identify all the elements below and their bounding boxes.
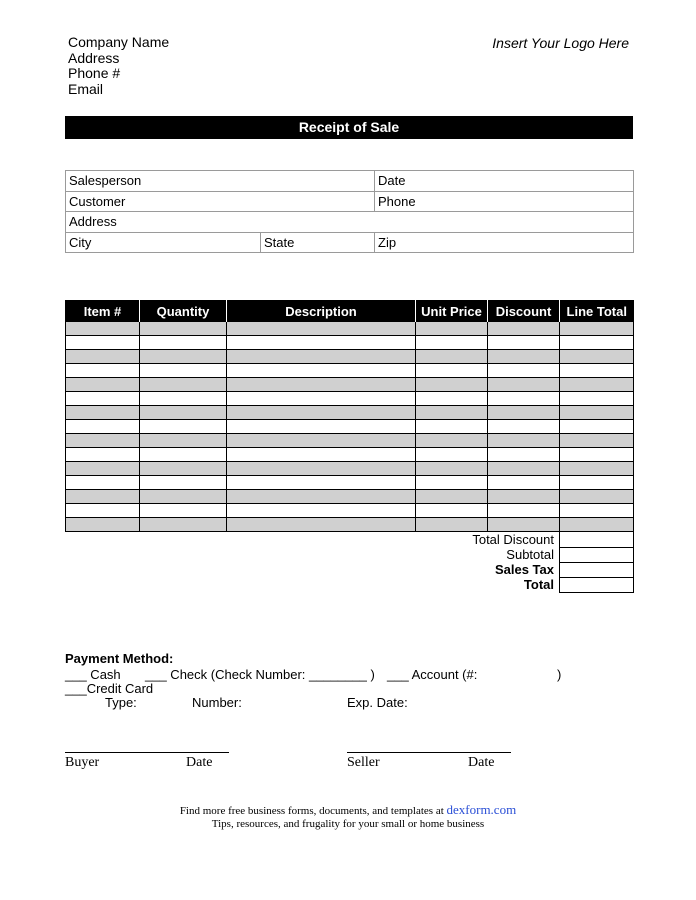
line-total-cell[interactable]: [560, 434, 634, 448]
table-row: [66, 518, 634, 532]
total-label: Total: [416, 577, 560, 592]
quantity-cell[interactable]: [140, 490, 227, 504]
total-discount-label: Total Discount: [66, 532, 560, 548]
discount-cell[interactable]: [488, 448, 560, 462]
line-total-cell[interactable]: [560, 518, 634, 532]
table-row: [66, 322, 634, 336]
discount-cell[interactable]: [488, 476, 560, 490]
item-number-cell[interactable]: [66, 504, 140, 518]
description-cell[interactable]: [227, 434, 416, 448]
quantity-cell[interactable]: [140, 420, 227, 434]
quantity-cell[interactable]: [140, 448, 227, 462]
description-cell[interactable]: [227, 504, 416, 518]
sales-tax-cell[interactable]: [560, 562, 634, 577]
table-row: [66, 490, 634, 504]
company-block: [68, 35, 169, 97]
unit-price-cell[interactable]: [416, 392, 488, 406]
description-cell[interactable]: [227, 420, 416, 434]
state-field[interactable]: State: [261, 232, 375, 253]
item-number-cell[interactable]: [66, 434, 140, 448]
document-title: Receipt of Sale: [65, 116, 633, 139]
discount-cell[interactable]: [488, 490, 560, 504]
seller-signature-line[interactable]: [347, 752, 511, 753]
table-row: [66, 350, 634, 364]
company-email: Email: [68, 80, 104, 97]
unit-price-cell[interactable]: [416, 434, 488, 448]
unit-price-cell[interactable]: [416, 378, 488, 392]
payment-option-credit-card[interactable]: ___Credit Card: [65, 681, 154, 696]
col-discount: Discount: [488, 300, 560, 322]
col-quantity: Quantity: [140, 300, 227, 322]
item-number-cell[interactable]: [66, 336, 140, 350]
unit-price-cell[interactable]: [416, 504, 488, 518]
quantity-cell[interactable]: [140, 518, 227, 532]
item-number-cell[interactable]: [66, 364, 140, 378]
description-cell[interactable]: [227, 462, 416, 476]
col-description: Description: [227, 300, 416, 322]
line-total-cell[interactable]: [560, 392, 634, 406]
description-cell[interactable]: [227, 392, 416, 406]
company-phone: Phone #: [68, 65, 121, 81]
quantity-cell[interactable]: [140, 350, 227, 364]
quantity-cell[interactable]: [140, 378, 227, 392]
quantity-cell[interactable]: [140, 322, 227, 336]
line-total-cell[interactable]: [560, 378, 634, 392]
discount-cell[interactable]: [488, 406, 560, 420]
description-cell[interactable]: [227, 336, 416, 350]
company-address: Address: [68, 49, 120, 66]
quantity-cell[interactable]: [140, 462, 227, 476]
line-total-cell[interactable]: [560, 448, 634, 462]
table-row: [66, 392, 634, 406]
table-row: [66, 476, 634, 490]
subtotal-label: Subtotal: [416, 547, 560, 562]
line-total-cell[interactable]: [560, 406, 634, 420]
logo-placeholder: Insert Your Logo Here: [492, 35, 629, 51]
unit-price-cell[interactable]: [416, 406, 488, 420]
discount-cell[interactable]: [488, 322, 560, 336]
footer-link[interactable]: dexform.com: [446, 802, 517, 817]
line-total-cell[interactable]: [560, 462, 634, 476]
table-row: [66, 420, 634, 434]
account-close-paren: ): [557, 667, 562, 682]
item-number-cell[interactable]: [66, 350, 140, 364]
col-line-total: Line Total: [560, 300, 634, 322]
item-number-cell[interactable]: [66, 462, 140, 476]
sales-tax-label: Sales Tax: [416, 562, 560, 577]
seller-label: Seller: [347, 755, 380, 770]
unit-price-cell[interactable]: [416, 364, 488, 378]
customer-info-table: [65, 170, 634, 253]
unit-price-cell[interactable]: [416, 448, 488, 462]
line-total-cell[interactable]: [560, 476, 634, 490]
description-cell[interactable]: [227, 518, 416, 532]
unit-price-cell[interactable]: [416, 518, 488, 532]
unit-price-cell[interactable]: [416, 476, 488, 490]
quantity-cell[interactable]: [140, 504, 227, 518]
description-cell[interactable]: [227, 364, 416, 378]
col-unit-price: Unit Price: [416, 300, 488, 322]
address-field[interactable]: Address: [66, 212, 634, 233]
item-number-cell[interactable]: [66, 448, 140, 462]
description-cell[interactable]: [227, 322, 416, 336]
table-row: [66, 434, 634, 448]
table-row: [66, 462, 634, 476]
total-cell[interactable]: [560, 577, 634, 592]
table-row: [66, 406, 634, 420]
unit-price-cell[interactable]: [416, 420, 488, 434]
phone-field[interactable]: Phone: [375, 191, 634, 212]
table-row: [66, 504, 634, 518]
line-total-cell[interactable]: [560, 490, 634, 504]
date-field[interactable]: Date: [375, 171, 634, 192]
item-number-cell[interactable]: [66, 518, 140, 532]
discount-cell[interactable]: [488, 364, 560, 378]
unit-price-cell[interactable]: [416, 322, 488, 336]
customer-field[interactable]: Customer: [66, 191, 375, 212]
buyer-label: Buyer: [65, 755, 100, 770]
unit-price-cell[interactable]: [416, 462, 488, 476]
description-cell[interactable]: [227, 378, 416, 392]
buyer-signature-line[interactable]: [65, 752, 229, 753]
line-total-cell[interactable]: [560, 504, 634, 518]
quantity-cell[interactable]: [140, 406, 227, 420]
item-number-cell[interactable]: [66, 378, 140, 392]
footer-prefix: Find more free business forms, documents, and templates at: [179, 805, 447, 817]
payment-option-cash[interactable]: ___ Cash: [65, 667, 121, 682]
unit-price-cell[interactable]: [416, 336, 488, 350]
total-discount-cell[interactable]: [560, 532, 634, 548]
payment-option-account[interactable]: ___ Account (#:: [387, 667, 478, 682]
item-number-cell[interactable]: [66, 420, 140, 434]
description-cell[interactable]: [227, 406, 416, 420]
exp-date-label: Exp. Date:: [347, 695, 408, 710]
footer-line-1: [0, 802, 696, 818]
item-number-cell[interactable]: [66, 406, 140, 420]
discount-cell[interactable]: [488, 350, 560, 364]
item-number-cell[interactable]: [66, 476, 140, 490]
table-row: [66, 336, 634, 350]
quantity-cell[interactable]: [140, 336, 227, 350]
buyer-date-label: Date: [186, 755, 213, 770]
discount-cell[interactable]: [488, 392, 560, 406]
discount-cell[interactable]: [488, 336, 560, 350]
unit-price-cell[interactable]: [416, 490, 488, 504]
table-row: [66, 378, 634, 392]
quantity-cell[interactable]: [140, 476, 227, 490]
description-cell[interactable]: [227, 476, 416, 490]
table-row: [66, 364, 634, 378]
quantity-cell[interactable]: [140, 392, 227, 406]
line-total-cell[interactable]: [560, 420, 634, 434]
item-number-cell[interactable]: [66, 322, 140, 336]
line-items-table: [65, 300, 634, 593]
payment-method-heading: Payment Method:: [65, 651, 174, 666]
seller-date-label: Date: [468, 755, 495, 770]
footer-line-2: Tips, resources, and frugality for your small or home business: [211, 818, 485, 830]
discount-cell[interactable]: [488, 518, 560, 532]
table-row: [66, 448, 634, 462]
item-number-cell[interactable]: [66, 490, 140, 504]
unit-price-cell[interactable]: [416, 350, 488, 364]
description-cell[interactable]: [227, 448, 416, 462]
zip-field[interactable]: Zip: [375, 232, 634, 253]
discount-cell[interactable]: [488, 504, 560, 518]
discount-cell[interactable]: [488, 378, 560, 392]
quantity-cell[interactable]: [140, 434, 227, 448]
line-total-cell[interactable]: [560, 350, 634, 364]
discount-cell[interactable]: [488, 434, 560, 448]
card-type-label: Type:: [105, 695, 137, 710]
payment-method-section: [65, 652, 173, 667]
company-name: Company Name: [68, 34, 170, 50]
line-total-cell[interactable]: [560, 364, 634, 378]
payment-option-check[interactable]: ___ Check (Check Number: ________ ): [145, 667, 375, 682]
item-number-cell[interactable]: [66, 392, 140, 406]
line-total-cell[interactable]: [560, 322, 634, 336]
salesperson-field[interactable]: Salesperson: [66, 171, 375, 192]
discount-cell[interactable]: [488, 462, 560, 476]
subtotal-cell[interactable]: [560, 547, 634, 562]
quantity-cell[interactable]: [140, 364, 227, 378]
description-cell[interactable]: [227, 350, 416, 364]
col-item-number: Item #: [66, 300, 140, 322]
line-total-cell[interactable]: [560, 336, 634, 350]
city-field[interactable]: City: [66, 232, 261, 253]
description-cell[interactable]: [227, 490, 416, 504]
discount-cell[interactable]: [488, 420, 560, 434]
card-number-label: Number:: [192, 695, 242, 710]
